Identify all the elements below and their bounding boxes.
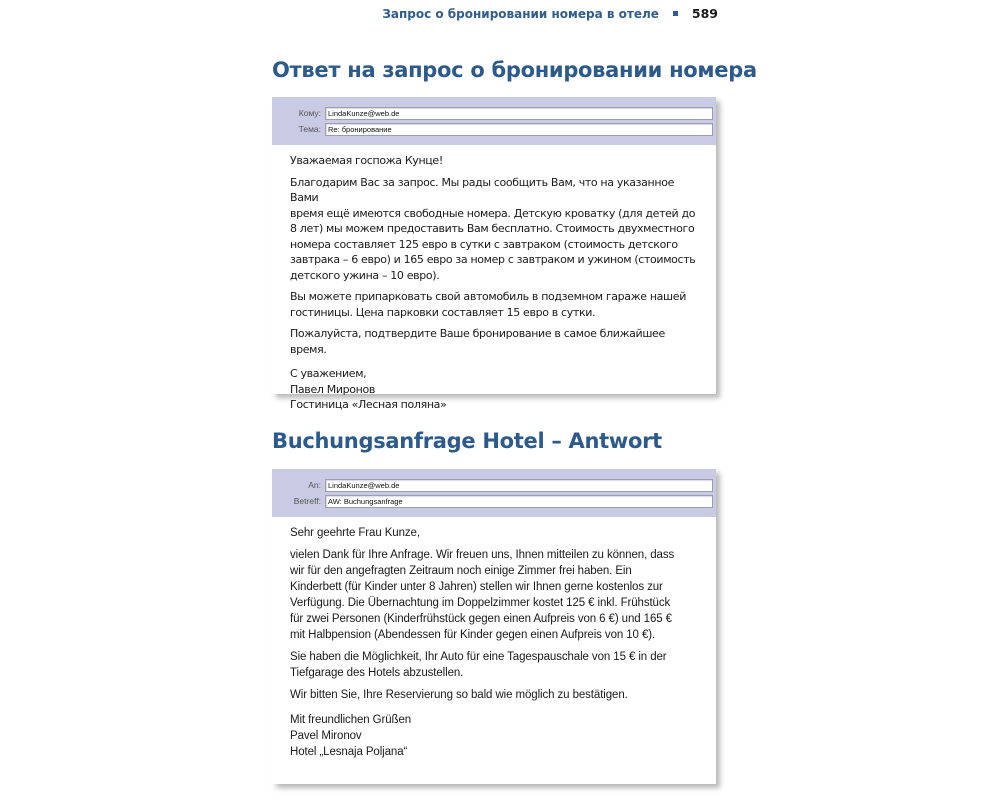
email-paragraph-2 bbox=[290, 289, 698, 320]
to-label: An: bbox=[308, 480, 321, 490]
email-signature bbox=[290, 366, 698, 413]
text-line: время ещё имеются свободные номера. Детскую кроватку (для детей до bbox=[290, 206, 696, 220]
email-paragraph-3: Wir bitten Sie, Ihre Reservierung so bald wie möglich zu bestätigen. bbox=[290, 689, 628, 701]
text-line: Verfügung. Die Übernachtung im Doppelzimmer kostet 125 € inkl. Frühstück bbox=[290, 597, 671, 609]
text-line: завтрака – 6 евро) и 165 евро за номер с завтраком и ужином (стоимость bbox=[290, 253, 696, 266]
text-line: Sie haben die Möglichkeit, Ihr Auto für eine Tagespauschale von 15 € in der bbox=[290, 651, 667, 663]
signature-closing: Mit freundlichen Grüßen bbox=[290, 714, 412, 726]
email-body bbox=[272, 517, 716, 760]
email-paragraph-1 bbox=[290, 547, 698, 643]
text-line: mit Halbpension (Abendessen für Kinder gegen einen Aufpreis von 10 €). bbox=[290, 629, 656, 641]
email-header bbox=[272, 97, 716, 145]
square-bullet-icon bbox=[673, 11, 678, 16]
signature-organization: Hotel „Lesnaja Poljana“ bbox=[290, 746, 408, 758]
subject-row bbox=[272, 495, 716, 507]
text-line: Tiefgarage des Hotels abzustellen. bbox=[290, 667, 464, 679]
email-window-german bbox=[272, 469, 716, 784]
text-line: детского ужина – 10 евро). bbox=[290, 268, 440, 282]
signature-name: Pavel Mironov bbox=[290, 730, 362, 742]
signature-name: Павел Миронов bbox=[290, 382, 375, 396]
subject-label: Тема: bbox=[298, 124, 321, 134]
email-paragraph-3: Пожалуйста, подтвердите Ваше бронирование в самое ближайшее время. bbox=[290, 327, 665, 356]
text-line: wir für den angefragten Zeitraum noch einige Zimmer frei haben. Ein bbox=[290, 565, 632, 577]
to-label: Кому: bbox=[298, 108, 321, 118]
text-line: гостиницы. Цена парковки составляет 15 евро в сутки. bbox=[290, 305, 596, 319]
subject-label: Betreff: bbox=[293, 496, 321, 506]
running-head-title: Запрос о бронировании номера в отеле bbox=[382, 6, 659, 21]
email-paragraph-1 bbox=[290, 175, 698, 284]
section-title-german: Buchungsanfrage Hotel – Antwort bbox=[272, 429, 662, 453]
email-header bbox=[272, 469, 716, 517]
subject-field[interactable]: Re: бронирование bbox=[325, 123, 713, 136]
running-head bbox=[382, 6, 718, 21]
signature-closing: С уважением, bbox=[290, 367, 367, 380]
to-field[interactable]: LindaKunze@web.de bbox=[325, 479, 713, 492]
subject-field[interactable]: AW: Buchungsanfrage bbox=[325, 495, 713, 508]
email-body bbox=[272, 145, 716, 413]
to-field[interactable]: LindaKunze@web.de bbox=[325, 107, 713, 120]
text-line: номера составляет 125 евро в сутки с завтраком (стоимость детского bbox=[290, 237, 678, 251]
text-line: Вы можете припарковать свой автомобиль в подземном гараже нашей bbox=[290, 290, 686, 303]
text-line: 8 лет) мы можем предоставить Вам бесплатно. Стоимость двухместного bbox=[290, 222, 695, 235]
text-line: für zwei Personen (Kinderfrühstück gegen einen Aufpreis von 6 €) und 165 € bbox=[290, 613, 672, 625]
email-greeting: Уважаемая госпожа Кунце! bbox=[290, 154, 443, 167]
page-number: 589 bbox=[691, 6, 718, 21]
email-window-russian bbox=[272, 97, 716, 411]
text-line: Благодарим Вас за запрос. Мы рады сообщить Вам, что на указанное Вами bbox=[290, 175, 675, 204]
email-greeting: Sehr geehrte Frau Kunze, bbox=[290, 527, 420, 539]
signature-organization: Гостиница «Лесная поляна» bbox=[290, 398, 447, 411]
subject-row bbox=[272, 123, 716, 135]
to-row bbox=[272, 479, 716, 491]
text-line: Kinderbett (für Kinder unter 8 Jahren) stellen wir Ihnen gerne kostenlos zur bbox=[290, 581, 663, 593]
text-line: vielen Dank für Ihre Anfrage. Wir freuen uns, Ihnen mitteilen zu können, dass bbox=[290, 549, 675, 561]
email-paragraph-2 bbox=[290, 649, 698, 681]
to-row bbox=[272, 107, 716, 119]
section-title-russian: Ответ на запрос о бронировании номера bbox=[272, 58, 757, 82]
email-signature bbox=[290, 712, 698, 760]
